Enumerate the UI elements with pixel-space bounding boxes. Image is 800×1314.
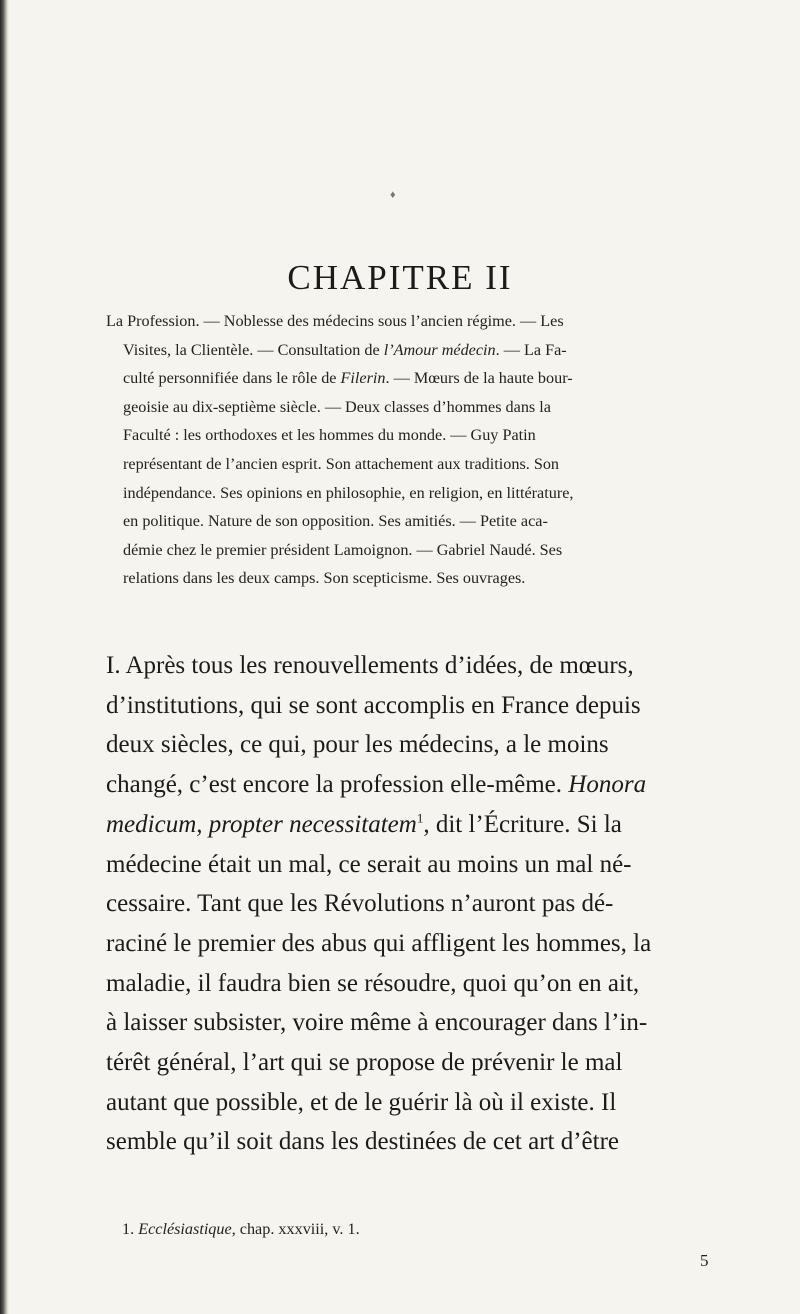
summary-italic-title: l’Amour médecin <box>383 340 496 359</box>
footnote-source: Ecclésiastique <box>138 1220 232 1238</box>
body-line: deux siècles, ce qui, pour les médecins, a le moins <box>106 731 609 759</box>
latin-quote-end: medicum, propter necessitatem <box>106 810 417 838</box>
body-line: , dit l’Écriture. Si la <box>423 810 622 838</box>
printer-ornament: ♦ <box>390 189 396 201</box>
body-line: maladie, il faudra bien se résoudre, quoi qu’on en ait, <box>106 969 640 997</box>
body-line: cessaire. Tant que les Révolutions n’auront pas dé- <box>106 890 614 918</box>
summary-line: Faculté : les orthodoxes et les hommes du monde. — Guy Patin <box>123 426 536 445</box>
body-line: raciné le premier des abus qui affligent les hommes, la <box>106 929 652 957</box>
summary-line: culté personnifiée dans le rôle de <box>123 369 341 388</box>
summary-italic-name: Filerin <box>340 369 386 388</box>
body-line: à laisser subsister, voire même à encourager dans l’in- <box>106 1009 648 1037</box>
latin-quote-start: Honora <box>568 771 647 799</box>
summary-line: geoisie au dix-septième siècle. — Deux classes d’hommes dans la <box>123 397 551 416</box>
chapter-summary <box>106 307 726 593</box>
summary-line: démie chez le premier président Lamoignon. — Gabriel Naudé. Ses <box>123 540 563 559</box>
page-number: 5 <box>700 1251 709 1270</box>
body-line: I. Après tous les renouvellements d’idées, de mœurs, <box>106 652 634 679</box>
summary-line: représentant de l’ancien esprit. Son attachement aux traditions. Son <box>123 454 560 473</box>
body-paragraph <box>106 646 726 1162</box>
chapter-title: CHAPITRE II <box>287 258 513 298</box>
summary-line: indépendance. Ses opinions en philosophie, en religion, en littérature, <box>123 483 574 502</box>
body-line: semble qu’il soit dans les destinées de cet art d’être <box>106 1128 620 1156</box>
body-line: térêt général, l’art qui se propose de prévenir le mal <box>106 1049 623 1077</box>
summary-line: relations dans les deux camps. Son scepticisme. Ses ouvrages. <box>123 569 526 588</box>
footnote-number: 1. <box>122 1220 135 1238</box>
footnote <box>122 1217 360 1241</box>
footnote-marker: 1 <box>416 810 424 826</box>
body-line: changé, c’est encore la profession elle-même. <box>106 771 569 799</box>
footnote-reference: , chap. xxxviii, v. 1. <box>231 1220 360 1238</box>
body-line: d’institutions, qui se sont accomplis en France depuis <box>106 691 641 719</box>
summary-line: Visites, la Clientèle. — Consultation de <box>123 340 384 359</box>
body-line: médecine était un mal, ce serait au moins un mal né- <box>106 850 632 878</box>
summary-line: . — Mœurs de la haute bour- <box>385 369 573 388</box>
summary-line: en politique. Nature de son opposition. Ses amitiés. — Petite aca- <box>123 512 548 531</box>
summary-line: La Profession. — Noblesse des médecins sous l’ancien régime. — Les <box>106 312 564 330</box>
body-line: autant que possible, et de le guérir là où il existe. Il <box>106 1088 617 1116</box>
summary-line: . — La Fa- <box>495 340 567 359</box>
